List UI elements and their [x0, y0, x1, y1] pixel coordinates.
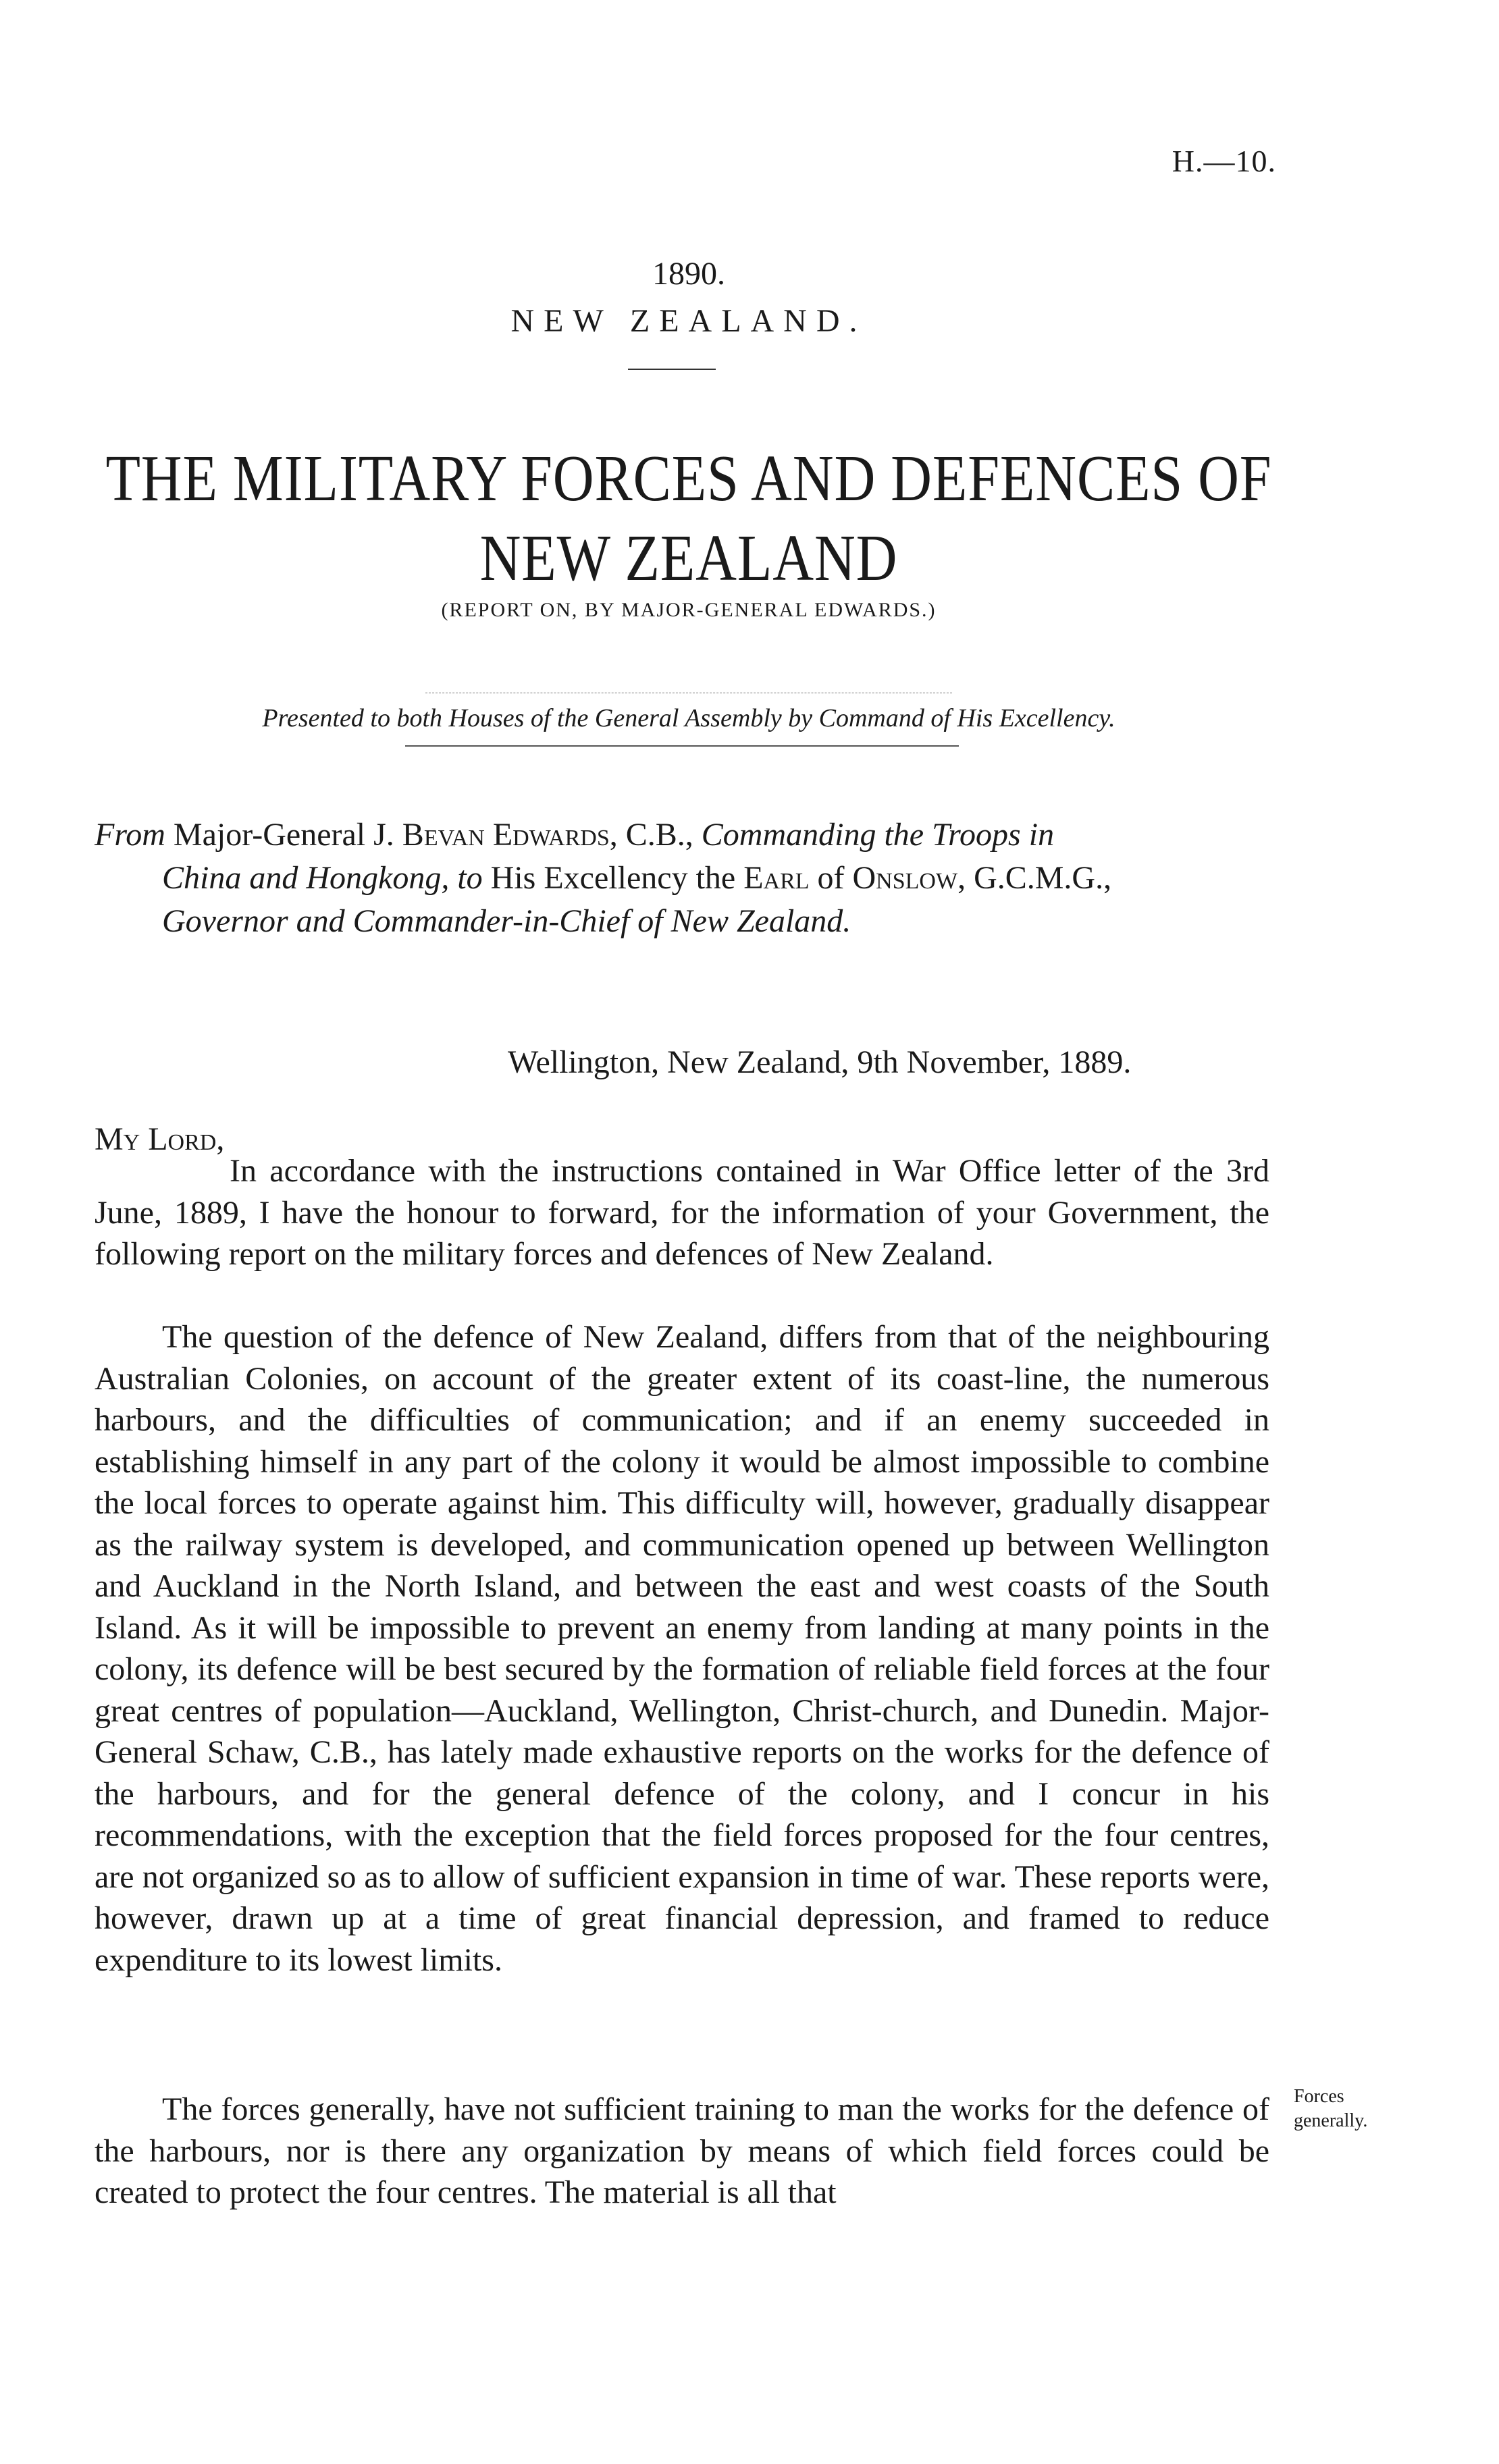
recipient-a: His Excellency the	[490, 860, 736, 896]
margin-note-line-1: Forces	[1294, 2086, 1344, 2107]
sender-role-1: Commanding the Troops in	[701, 817, 1055, 853]
heading-divider	[628, 369, 716, 370]
paragraph-2: The question of the defence of New Zealand, differs from that of the neighbouring Australian Colonies, on account of the greater extent of its coast-line, the numerous harbours, and the difficulties of communication; and if an enemy succeeded in establishing himself in any part of the colony it would be almost impossible to combine the local forces to operate against him. This difficulty will, however, gradually disappear as the railway system is developed, and communication opened up between Wellington and Auckland in the North Island, and between the east and west coasts of the South Island. As it will be impossible to prevent an enemy from landing at many points in the colony, its defence will be best secured by the formation of reliable field forces at the four great centres of population—Auckland, Wellington, Christ-church, and Dunedin. Major-General Schaw, C.B., has lately made exhaustive reports on the works for the defence of the harbours, and for the general defence of the colony, and I concur in his recommendations, with the exception that the field forces proposed for the four centres, are not organized so as to allow of sufficient expansion in time of war. These reports were, however, drawn up at a time of great financial depression, and framed to reduce expenditure to its lowest limits.	[95, 1319, 1269, 1978]
presented-line: Presented to both Houses of the General Assembly by Command of His Excellency.	[262, 704, 1115, 732]
recipient-b: Earl	[743, 860, 810, 896]
sender-name-b: Bevan Edwards	[402, 817, 610, 853]
document-title	[97, 439, 1281, 598]
margin-note-line-2: generally.	[1294, 2110, 1368, 2131]
address-line-1	[95, 813, 1269, 857]
letter-dateline: Wellington, New Zealand, 9th November, 1889.	[508, 1044, 1132, 1080]
presented-rule-bottom	[405, 745, 959, 747]
address-line-3	[95, 900, 1269, 943]
recipient-c: of	[817, 860, 845, 896]
paragraph-3: The forces generally, have not sufficient training to man the works for the defence of the harbours, nor is there any organization by means of which field forces could be created to protect the four centres. The material is all that	[95, 2091, 1269, 2210]
recipient-e: , G.C.M.G.,	[957, 860, 1112, 896]
page-reference: H.—10.	[1172, 144, 1276, 178]
recipient-d: Onslow	[852, 860, 958, 896]
to-label: to	[457, 860, 483, 896]
title-line-1: THE MILITARY FORCES AND DEFENCES OF	[105, 442, 1272, 515]
title-line-2: NEW ZEALAND	[479, 522, 898, 595]
document-subtitle: (REPORT ON, BY MAJOR-GENERAL EDWARDS.)	[441, 599, 937, 621]
sender-role-2: China and Hongkong,	[162, 860, 450, 896]
from-label: From	[95, 817, 165, 853]
year-heading: 1890.	[652, 256, 725, 292]
sender-name-c: , C.B.,	[609, 817, 693, 853]
recipient-role: Governor and Commander-in-Chief of New Zealand.	[162, 903, 851, 939]
paragraph-1: In accordance with the instructions contained in War Office letter of the 3rd June, 1889, I have the honour to forward, for the information of your Government, the following report on the military forces and defences of New Zealand.	[95, 1153, 1269, 1272]
sender-name-a: Major-General J.	[173, 817, 394, 853]
letter-salutation: My Lord,	[95, 1121, 225, 1157]
address-block	[95, 813, 1269, 943]
address-line-2	[95, 857, 1269, 900]
country-heading: NEW ZEALAND.	[510, 303, 867, 339]
margin-note	[1294, 2085, 1409, 2133]
